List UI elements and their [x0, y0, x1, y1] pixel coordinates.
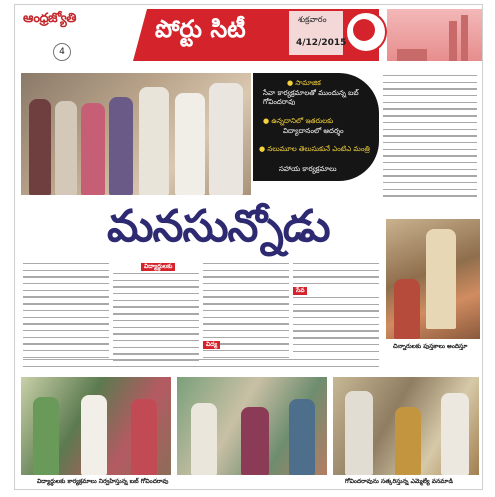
- photo-person: [33, 397, 59, 475]
- photo-person: [109, 97, 133, 195]
- photo-person: [289, 399, 315, 475]
- page-number: 4: [53, 43, 71, 61]
- highlight-label: ● ఉన్నదానిలో ఇతరులకు: [263, 117, 334, 125]
- article-column: [113, 273, 199, 367]
- city-skyline-image: [387, 9, 482, 61]
- article-column: [23, 359, 379, 372]
- photo-caption: చిన్నారులకు పుస్తకాలు అందిస్తూ: [393, 343, 468, 350]
- bottom-photo: [21, 377, 171, 475]
- photo-person: [441, 393, 469, 475]
- masthead: [15, 5, 482, 69]
- photo-person: [81, 395, 107, 475]
- skyline-tower: [449, 21, 457, 61]
- headline: మనసున్నోడు: [107, 201, 330, 252]
- photo-person: [241, 407, 269, 475]
- photo-person: [131, 399, 157, 475]
- sub-heading: విద్య: [203, 341, 220, 349]
- photo-person: [394, 279, 420, 339]
- bottom-photo: [333, 377, 479, 475]
- sub-heading: సేవ: [293, 287, 307, 295]
- newspaper-page: [14, 4, 483, 490]
- masthead-left: [15, 5, 133, 69]
- article-column: [383, 75, 477, 202]
- photo-caption: విద్యార్థులకు కార్యక్రమాలు నిర్వహిస్తున్న బబ్ గోవిందరావు: [37, 478, 169, 485]
- seal-center: [353, 19, 375, 41]
- photo-person: [191, 403, 217, 475]
- photo-person: [345, 391, 373, 475]
- photo-person: [395, 407, 421, 475]
- highlight-label: ● నలుమూల తెలుసుకునే ఎంటిఎ మంత్రి: [259, 145, 370, 153]
- highlights-card: [253, 73, 379, 181]
- highlight-text: సహాయ కార్యక్రమాలు: [279, 165, 337, 173]
- masthead-seal: [345, 11, 387, 53]
- article-column: [23, 263, 109, 363]
- skyline-ship: [397, 49, 427, 61]
- photo-caption: గోవిందరావును సత్కరిస్తున్న ఎమ్మెల్యే వనమాడి: [345, 478, 453, 485]
- article-column: [293, 263, 379, 290]
- highlight-text: సేవా కార్యక్రమాలతో ముందున్న బబ్ గోవిందరావు: [263, 89, 359, 106]
- photo-person: [81, 103, 105, 195]
- photo-person: [175, 93, 205, 195]
- newspaper-logo: ఆంధ్రజ్యోతి: [23, 11, 76, 26]
- photo-person: [426, 229, 456, 329]
- right-photo: [386, 219, 480, 339]
- highlight-text: విద్యాదానంలో ఆదర్శం: [283, 127, 344, 135]
- photo-person: [29, 99, 51, 195]
- main-photo: [21, 73, 251, 195]
- photo-person: [209, 83, 243, 195]
- issue-day: శుక్రవారం: [298, 15, 327, 24]
- issue-date: 4/12/2015: [296, 38, 347, 48]
- highlight-label: ● సామాజిక: [287, 79, 321, 87]
- article-column: [293, 297, 379, 357]
- photo-person: [55, 101, 77, 195]
- section-title: పోర్టు సిటీ: [155, 15, 246, 43]
- sub-heading: విద్యార్థులకు: [141, 263, 175, 271]
- photo-person: [139, 87, 169, 195]
- bottom-photo: [177, 377, 327, 475]
- skyline-tower: [461, 15, 468, 61]
